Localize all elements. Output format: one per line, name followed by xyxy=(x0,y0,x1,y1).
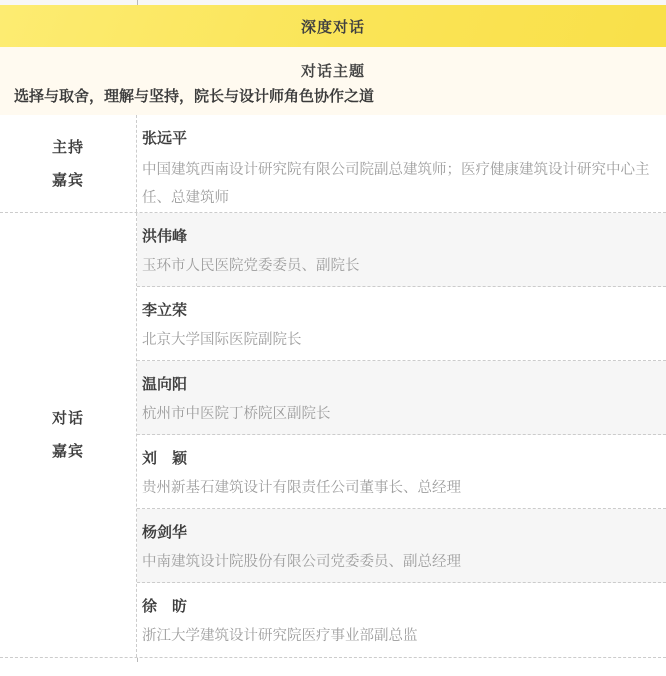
topic-text: 选择与取舍，理解与坚持，院长与设计师角色协作之道 xyxy=(14,87,375,105)
guests-role-cell xyxy=(0,213,137,657)
guest-title: 中南建筑设计院股份有限公司党委委员、副总经理 xyxy=(142,554,461,570)
guest-row xyxy=(137,435,666,509)
bottom-margin-strip xyxy=(0,658,666,675)
column-divider-tick-bottom xyxy=(137,658,138,662)
guest-row xyxy=(137,361,666,435)
host-title: 中国建筑西南设计研究院有限公司院副总建筑师；医疗健康建筑设计研究中心主任、总建筑师 xyxy=(142,162,650,206)
topic-label: 对话主题 xyxy=(300,62,365,80)
guests-role-line-1: 对话 xyxy=(51,409,84,427)
guest-title: 玉环市人民医院党委委员、副院长 xyxy=(142,258,360,274)
guest-title: 杭州市中医院丁桥院区副院长 xyxy=(142,406,331,422)
guests-role-line-2: 嘉宾 xyxy=(51,442,84,460)
guest-name: 刘 颖 xyxy=(142,449,188,467)
guest-row xyxy=(137,509,666,583)
host-role-line-1: 主持 xyxy=(51,137,84,156)
guest-title: 浙江大学建筑设计研究院医疗事业部副总监 xyxy=(142,628,418,644)
guest-name: 杨剑华 xyxy=(142,523,188,541)
host-role-line-2: 嘉宾 xyxy=(51,170,84,189)
guest-name: 温向阳 xyxy=(142,375,188,393)
guest-row xyxy=(137,287,666,361)
guests-list xyxy=(137,213,666,657)
host-role-cell xyxy=(0,115,137,212)
host-name: 张远平 xyxy=(142,129,188,147)
guests-row xyxy=(0,213,666,658)
top-margin-strip xyxy=(0,0,666,5)
guest-row xyxy=(137,213,666,287)
guest-title: 北京大学国际医院副院长 xyxy=(142,332,302,348)
guest-title: 贵州新基石建筑设计有限责任公司董事长、总经理 xyxy=(142,480,461,496)
guest-name: 李立荣 xyxy=(142,301,188,319)
guest-row xyxy=(137,583,666,657)
host-row xyxy=(0,115,666,213)
session-title: 深度对话 xyxy=(300,17,365,36)
guest-name: 徐 昉 xyxy=(142,597,188,615)
session-header-banner xyxy=(0,5,666,47)
column-divider-tick-top xyxy=(137,0,138,5)
host-person-cell xyxy=(137,115,666,212)
topic-section xyxy=(0,47,666,115)
guest-name: 洪伟峰 xyxy=(142,227,188,245)
